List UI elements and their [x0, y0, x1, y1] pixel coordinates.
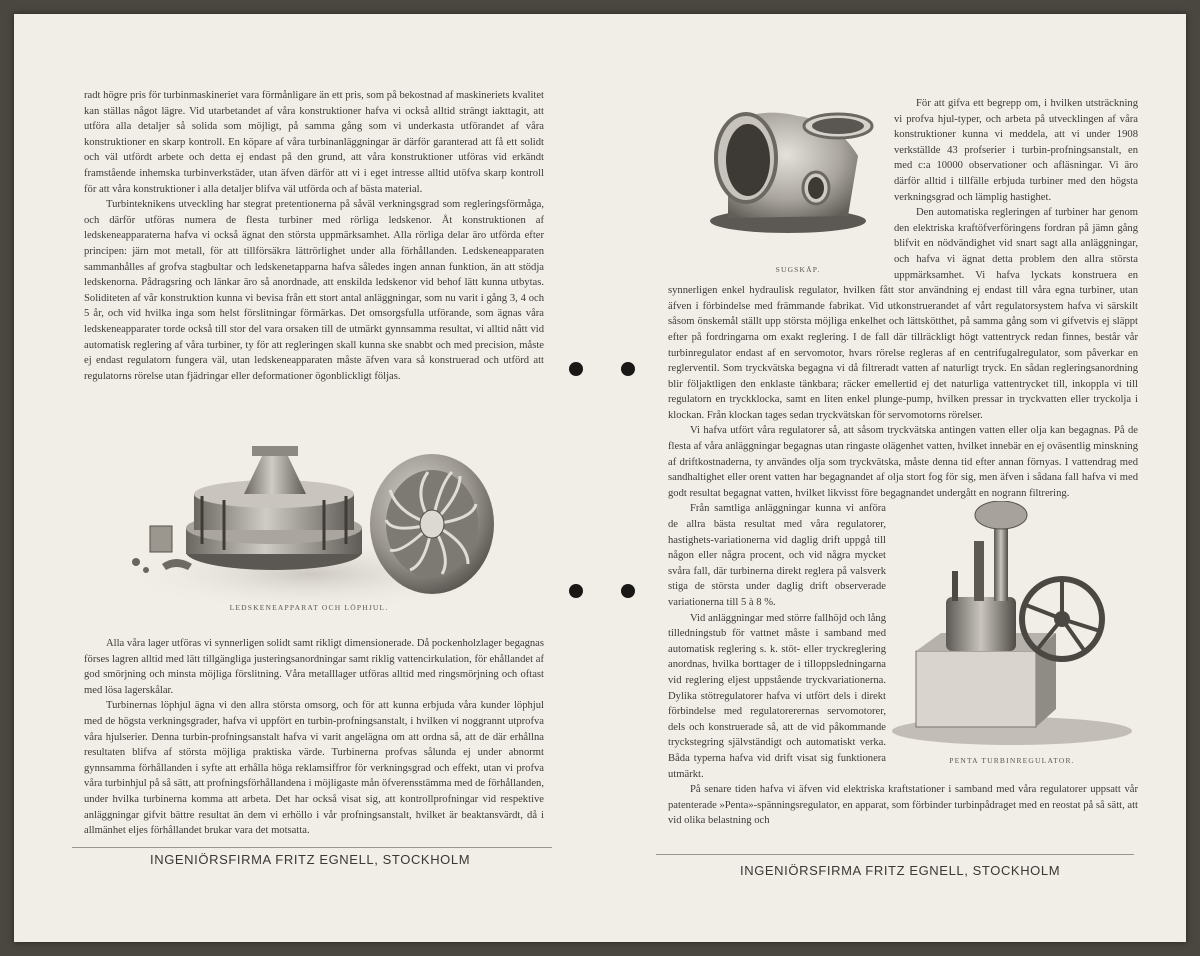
footer-rule [656, 854, 1134, 855]
page-footer: INGENIÖRSFIRMA FRITZ EGNELL, STOCKHOLM [740, 863, 1061, 878]
figure-caption: LEDSKENEAPPARAT OCH LÖPHJUL. [229, 603, 389, 612]
figure-caption: PENTA TURBINREGULATOR. [949, 756, 1075, 766]
paragraph: På senare tiden hafva vi äfven vid elektriska kraftstationer i samband med våra regulatorer uppsatt vår patenterade »Penta»-spänningsregulator, en apparat, som förbinder turbinpådraget med en reostat på så sätt, att vid olika belastning och [668, 784, 1138, 827]
paragraph: Vi hafva utfört våra regulatorer så, att såsom tryckvätska antingen vatten eller olja kan begagnas. På de flesta af våra anläggningar begagnas utan ringaste olägenhet vatten, hvilket innebär en ej oväsentlig minskning af driftkostnaderna, ty användes olja som tryckvätska, måste denna tid efter annan förnyas. I vattendrag med sandhaltighet eller orent vatten har begagnandet af olja stort fog för sig, men äfven i sådana fall hafva vi med godt resultat begagnat vatten, hvilket likvisst före begagnandet undergått en nogrann filtrering. [668, 425, 1138, 499]
punch-hole [569, 584, 583, 598]
right-text [668, 96, 1138, 829]
guide-vane-apparatus-figure [114, 434, 504, 614]
paragraph: radt högre pris för turbinmaskineriet vara förmånligare än ett pris, som på bekostnad af maskineriets kvalitet kan ställas något lägre. Vid utarbetandet af våra konstruktioner hafva vi också alltid strängt iakttagit, att utföra alla detaljer så solida som möjligt, på samma gång som vi underkasta utförandet af våra konstruktioner en skarp kontroll. En köpare af våra turbinanläggningar är därför garanterad att få ett solidt och väl utfördt arbete och detta ej endast på den grund, att våra konstruktioner utföras vid erkändt framstående inhemska turbinverkstäder, utan äfven därför att vi i eget intresse alltid utöfva skarp kontroll för att våra konstruktioner i alla detaljer blifva väl utförda och af bästa material. [84, 90, 544, 195]
turbine-governor-figure [886, 501, 1138, 751]
paragraph: Alla våra lager utföras vi synnerligen solidt samt rikligt dimensionerade. Då pockenholzlager begagnas förses lagren alltid med lätt tillgängliga justeringsanordningar samt riklig vattencirkulation, för ehållandet af god smörjning och minsta möjliga förslitning. Våra metalllager utföras alltid med ringsmörjning och oftast med lösa lagerskålar. [84, 638, 544, 696]
footer-rule [72, 847, 552, 848]
left-text-top [84, 88, 544, 384]
paragraph: För att gifva ett begrepp om, i hvilken utsträckning vi profva hjul-typer, och arbeta på utvecklingen af våra konstruktioner kunna vi meddela, att vi under 1908 verkställde 43 profserier i turbin-profningsanstalt, en med c:a 10000 observationer och afläsningar. Vi äro därför alltid i tillfälle erbjuda turbiner med den högsta verkningsgrad och lämplig hastighet. [894, 98, 1138, 203]
paragraph: Vid anläggningar med större fallhöjd och lång tilledningstub för vattnet måste i samband med automatisk reglering s. k. stöt- eller tryckreglering anordnas, hvilka borttager de i tilloppsledningarna vid reglering eljest uppstående tryckvariationerna. Dylika stötregulatorer hafva vi utfört dels i direkt förbindelse med regulatorerernas servomotorer, dels och konstruerade så, att de vid påkommande tryckstegring självständigt och automatiskt verka. Båda typerna hafva vid drift visat sig funktionera utmärkt. [668, 612, 886, 780]
draft-tube-figure-area [668, 96, 894, 282]
paragraph: Från samtliga anläggningar kunna vi anföra de allra bästa resultat med våra regulatorer, hastighets-variationerna vid daglig drift uppgå till någon eller några procent, och vid några mycket svåra fall, där turbinerna direkt reglera på valsverk stiga de största under daglig drift observerade variationerna till 5 à 8 %. [668, 503, 886, 608]
page-footer: INGENIÖRSFIRMA FRITZ EGNELL, STOCKHOLM [150, 852, 471, 867]
paragraph: Turbinernas löphjul ägna vi den allra största omsorg, och för att kunna erbjuda våra kunder löphjul med de högsta verkningsgrader, hafva vi uppfört en turbin-profningsanstalt, i hvilken vi noggrannt utprofva våra hjulserier. Denna turbin-profningsanstalt hafva vi varit angelägna om att ordna så, att de där erhållna resultaten blifva af största möjliga praktiska värde. Turbinerna profvas sålunda ej under abnormt gynnsamma förhållanden i syfte att erhålla höga reklamsiffror för verkningsgrad och effekt, utan vi profva våra turbinhjul på så sätt, att profningsförhållandena i möjligaste mån öfverensstämma med de förhållanden, under hvilka turbinerna komma att arbeta. Det har också visat sig, att kontrollprofningar vid respektive anläggningar gifvit bättre resultat än dem vi erhöllo i vår profningsanstalt, hvilket är beaktansvärdt, då i allmänhet eljes förhållandet brukar vara det motsatta. [84, 700, 544, 837]
figure-caption: SUGSKÅP. [775, 265, 821, 274]
governor-figure-area [886, 501, 1138, 771]
left-text-bottom [84, 636, 544, 839]
right-page [600, 14, 1186, 942]
left-page [14, 14, 600, 942]
document-sheet [14, 14, 1186, 942]
punch-hole [569, 362, 583, 376]
paragraph: Den automatiska regleringen af turbiner har genom den elektriska kraftöfverföringens fordran på jämn gång blifvit en nödvändighet vid snart sagt alla anläggningar, och hafva vi ägnat detta problem den allra största uppmärksamhet. Vi hafva lyckats konstruera en synnerligen enkel hydraulisk regulator, hvilken fått stor användning ej endast till våra egna turbiner, utan äfven i förbindelse med främmande fabrikat. Vid utkonstruerandet af vårt regulatorsystem hafva vi särskilt såsom önskemål ställt upp största möjliga enkelhet och lättskötthet, på samma gång som vi gifvetvis ej släppt efter på fordringarna om exakt reglering. I de fall där tillräckligt högt vattentryck redan finnes, består vår turbinregulator endast af en servomotor, hvars rörelse regleras af en centrifugalregulator, som påverkar en reglerventil. Som tryckvätska begagna vi då filtreradt vatten af naturligt tryck. En sådan regleringsanordning blir följaktligen den enklaste tänkbara; räcker emellertid ej det naturliga vattentrycket till, inkoppla vi till regulatorn en tryckklocka, samt en liten enkel plunge-pump, hvilken pressar in tryckvatten eller tryckolja i klockan. Från klockan tages sedan tryckvätskan för servomotorns rörelser. [668, 207, 1138, 421]
draft-tube-figure [688, 96, 908, 256]
paragraph: Turbinteknikens utveckling har stegrat pretentionerna på såväl verkningsgrad som regleringsförmåga, och därför utföras numera de flesta turbiner med rörliga ledskenor. Åt konstruktionen af ledskeneapparaterna hafva vi också ägnat den största uppmärksamhet. Alla rörliga delar äro utförda efter principen: järn mot metall, för att tillförsäkra lättrörlighet under alla förhållanden. Ledskeneapparaten sammanhålles af grofva stagbultar och ledskenetapparna hafva således ingen annan funktion, än att stödja ledskenorna. Pådragsring och länkar äro så anordnade, att enskilda ledskenor vid behof lätt kunna utbytas. Soliditeten af vår konstruktion kunna vi bevisa från ett stort antal anläggningar, som nu varit i gång 3, 4 och 5 år, och vid hvilka inga som helst förslitningar förmärkas. Det omsorgsfulla utförande, som ägnas våra ledskeneapparater torde också till stor del vara orsaken till de utmärkt gynnsamma resultat, vi alltid nått vid automatisk reglering af våra turbiner, ty för att regleringen skall kunna ske snabbt och med precision, måste ej endast regulatorn fungera väl, utan ledskeneapparaten måste äfven vara så konstruerad och utförd att regulatorns rörelse utan fjädringar eller deformationer ögonblickligt följas. [84, 199, 544, 382]
